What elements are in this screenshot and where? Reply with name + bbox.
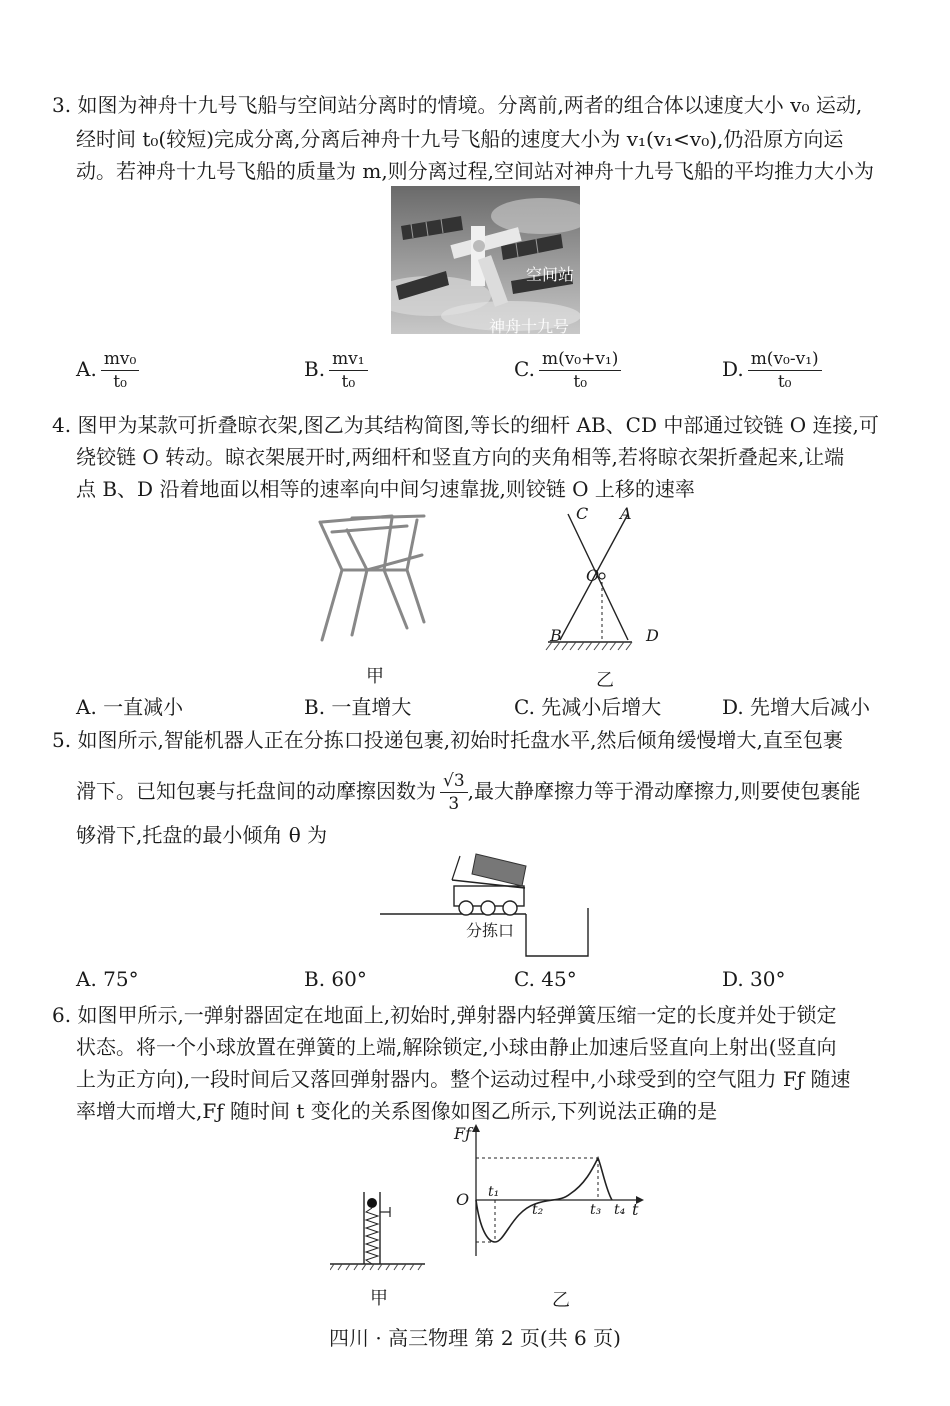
- q6-line-1: 6. 如图甲所示,一弹射器固定在地面上,初始时,弹射器内轻弹簧压缩一定的长度并处于锁定: [52, 1003, 837, 1027]
- launcher-diagram: [330, 1186, 425, 1271]
- q3-option-a[interactable]: A. $\frac{\text{mv₀}}{\text{t₀}}$: [76, 348, 139, 393]
- q5-option-d[interactable]: D. 30°: [722, 967, 786, 991]
- page-footer: 四川 · 高三物理 第 2 页(共 6 页): [329, 1326, 621, 1350]
- q6-caption-yi: 乙: [552, 1290, 570, 1311]
- q4-line-1: 4. 图甲为某款可折叠晾衣架,图乙为其结构简图,等长的细杆 AB、CD 中部通过铰链 O 连接,可: [52, 413, 879, 437]
- graph-t2: t₂: [532, 1202, 544, 1218]
- q4-line-3: 点 B、D 沿着地面以相等的速率向中间匀速靠拢,则铰链 O 上移的速率: [76, 477, 695, 501]
- q3-line-2: 经时间 t₀(较短)完成分离,分离后神舟十九号飞船的速度大小为 v₁(v₁<v₀),仍沿原方向运: [76, 127, 844, 151]
- q3-option-b[interactable]: B. $\frac{\text{mv₁}}{\text{t₀}}$: [304, 348, 368, 393]
- robot-sorting-diagram: [380, 848, 595, 958]
- q3-line-3: 动。若神舟十九号飞船的质量为 m,则分离过程,空间站对神舟十九号飞船的平均推力大小为: [76, 159, 875, 183]
- q4-line-2: 绕铰链 O 转动。晾衣架展开时,两细杆和竖直方向的夹角相等,若将晾衣架折叠起来,让端: [76, 445, 845, 469]
- q4-option-c[interactable]: C. 先减小后增大: [514, 695, 662, 719]
- point-o-label: O: [586, 566, 600, 585]
- point-b-label: B: [550, 626, 562, 645]
- graph-xlabel: t: [632, 1200, 639, 1219]
- graph-t3: t₃: [590, 1202, 602, 1218]
- q3-line-1: 3. 如图为神舟十九号飞船与空间站分离时的情境。分离前,两者的组合体以速度大小 v₀ 运动,: [52, 93, 863, 117]
- q5-line-1: 5. 如图所示,智能机器人正在分拣口投递包裹,初始时托盘水平,然后倾角缓慢增大,直至包裹: [52, 728, 843, 752]
- q5-option-c[interactable]: C. 45°: [514, 967, 577, 991]
- q5-option-a[interactable]: A. 75°: [76, 967, 139, 991]
- graph-origin: O: [456, 1190, 470, 1209]
- graph-ylabel: Fƒ: [454, 1124, 472, 1143]
- q3-option-c[interactable]: C. $\frac{\text{m(v₀+v₁)}}{\text{t₀}}$: [514, 348, 621, 393]
- q4-option-b[interactable]: B. 一直增大: [304, 695, 412, 719]
- q6-caption-jia: 甲: [370, 1288, 388, 1309]
- q6-line-3: 上为正方向),一段时间后又落回弹射器内。整个运动过程中,小球受到的空气阻力 Fƒ 随速: [76, 1067, 851, 1091]
- q5-line-2: 滑下。已知包裹与托盘间的动摩擦因数为 $\frac{√3}{3}$ ,最大静摩擦力等于滑动摩擦力,则要使包裹能: [76, 771, 861, 814]
- label-space-station: 空间站: [526, 265, 575, 284]
- q4-caption-yi: 乙: [596, 670, 614, 691]
- q5-option-b[interactable]: B. 60°: [304, 967, 367, 991]
- scissor-structure-diagram: [540, 500, 659, 665]
- point-c-label: C: [576, 504, 589, 523]
- graph-t1: t₁: [488, 1184, 500, 1200]
- q4-option-d[interactable]: D. 先增大后减小: [722, 695, 871, 719]
- ff-time-graph: [450, 1120, 650, 1260]
- sorting-port-label: 分拣口: [466, 921, 515, 940]
- q6-line-4: 率增大而增大,Fƒ 随时间 t 变化的关系图像如图乙所示,下列说法正确的是: [76, 1099, 718, 1123]
- q4-caption-jia: 甲: [366, 666, 384, 687]
- q6-line-2: 状态。将一个小球放置在弹簧的上端,解除锁定,小球由静止加速后竖直向上射出(竖直向: [76, 1035, 837, 1059]
- q3-option-d[interactable]: D. $\frac{\text{m(v₀-v₁)}}{\text{t₀}}$: [722, 348, 822, 393]
- drying-rack-illustration: [312, 510, 432, 650]
- graph-t4: t₄: [614, 1202, 626, 1218]
- q5-line-3: 够滑下,托盘的最小倾角 θ 为: [76, 823, 328, 847]
- space-station-photo: [391, 186, 580, 334]
- q4-option-a[interactable]: A. 一直减小: [76, 695, 184, 719]
- point-d-label: D: [646, 626, 659, 645]
- point-a-label: A: [620, 504, 632, 523]
- label-shenzhou: 神舟十九号: [489, 317, 570, 334]
